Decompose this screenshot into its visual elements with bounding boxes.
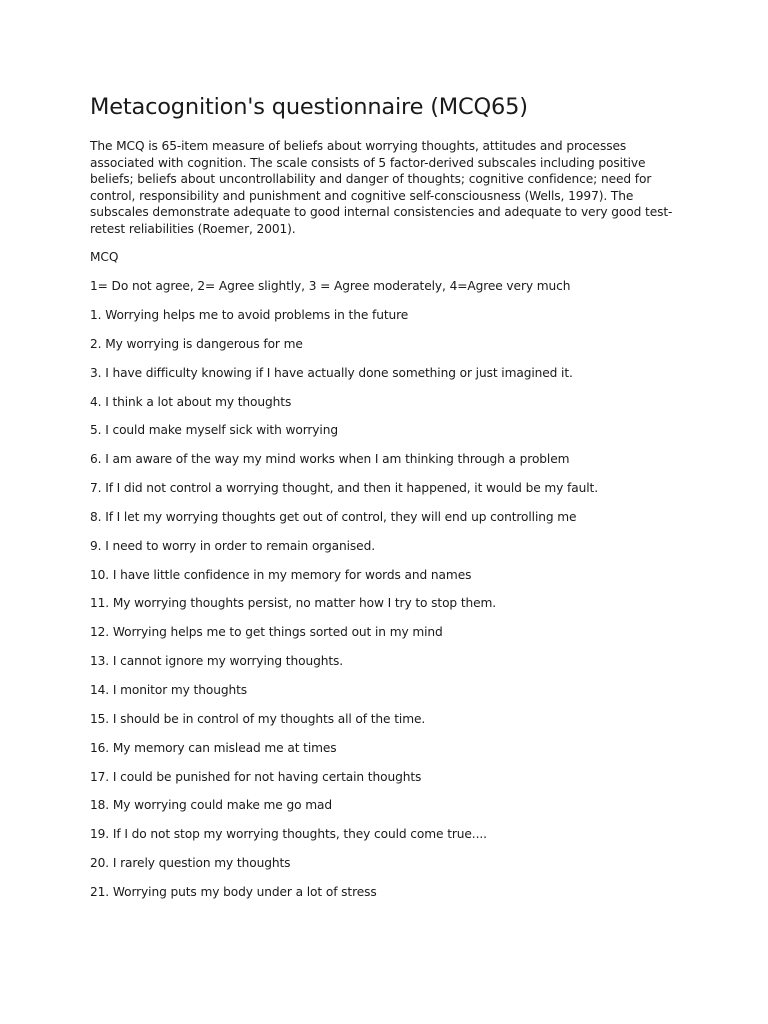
question-item: 7. If I did not control a worrying thought, and then it happened, it would be my fault. <box>90 481 598 496</box>
question-item: 19. If I do not stop my worrying thoughts, they could come true.... <box>90 827 487 842</box>
question-item: 18. My worrying could make me go mad <box>90 798 333 813</box>
document-page <box>90 92 690 913</box>
question-item: 6. I am aware of the way my mind works when I am thinking through a problem <box>90 452 570 467</box>
intro-paragraph: The MCQ is 65-item measure of beliefs about worrying thoughts, attitudes and processes associated with cognition. The scale consists of 5 factor-derived subscales including positive beliefs; beliefs about uncontrollability and danger of thoughts; cognitive confidence; need for control, responsibility and punishment and cognitive self-consciousness (Wells, 1997). The subscales demonstrate adequate to good internal consistencies and adequate to very good test-retest reliabilities (Roemer, 2001). <box>90 139 673 236</box>
question-item: 14. I monitor my thoughts <box>90 682 248 697</box>
question-item: 13. I cannot ignore my worrying thoughts. <box>90 654 344 669</box>
question-item: 1. Worrying helps me to avoid problems in the future <box>90 308 409 322</box>
section-label: MCQ <box>90 250 119 264</box>
question-item: 15. I should be in control of my thoughts all of the time. <box>90 711 426 726</box>
question-item: 21. Worrying puts my body under a lot of stress <box>90 884 377 899</box>
rating-scale: 1= Do not agree, 2= Agree slightly, 3 = Agree moderately, 4=Agree very much <box>90 279 571 293</box>
question-item: 5. I could make myself sick with worrying <box>90 423 338 438</box>
question-item: 11. My worrying thoughts persist, no matter how I try to stop them. <box>90 596 497 611</box>
question-item: 4. I think a lot about my thoughts <box>90 394 292 409</box>
question-item: 3. I have difficulty knowing if I have actually done something or just imagined it. <box>90 365 573 380</box>
document-title: Metacognition's questionnaire (MCQ65) <box>90 94 528 120</box>
question-list <box>90 307 690 900</box>
question-item: 16. My memory can mislead me at times <box>90 740 337 755</box>
question-item: 2. My worrying is dangerous for me <box>90 336 303 351</box>
question-item: 20. I rarely question my thoughts <box>90 856 291 871</box>
question-item: 17. I could be punished for not having certain thoughts <box>90 769 422 784</box>
question-item: 9. I need to worry in order to remain organised. <box>90 538 375 553</box>
question-item: 10. I have little confidence in my memory for words and names <box>90 567 472 582</box>
question-item: 12. Worrying helps me to get things sorted out in my mind <box>90 625 443 640</box>
question-item: 8. If I let my worrying thoughts get out of control, they will end up controlling me <box>90 509 577 524</box>
